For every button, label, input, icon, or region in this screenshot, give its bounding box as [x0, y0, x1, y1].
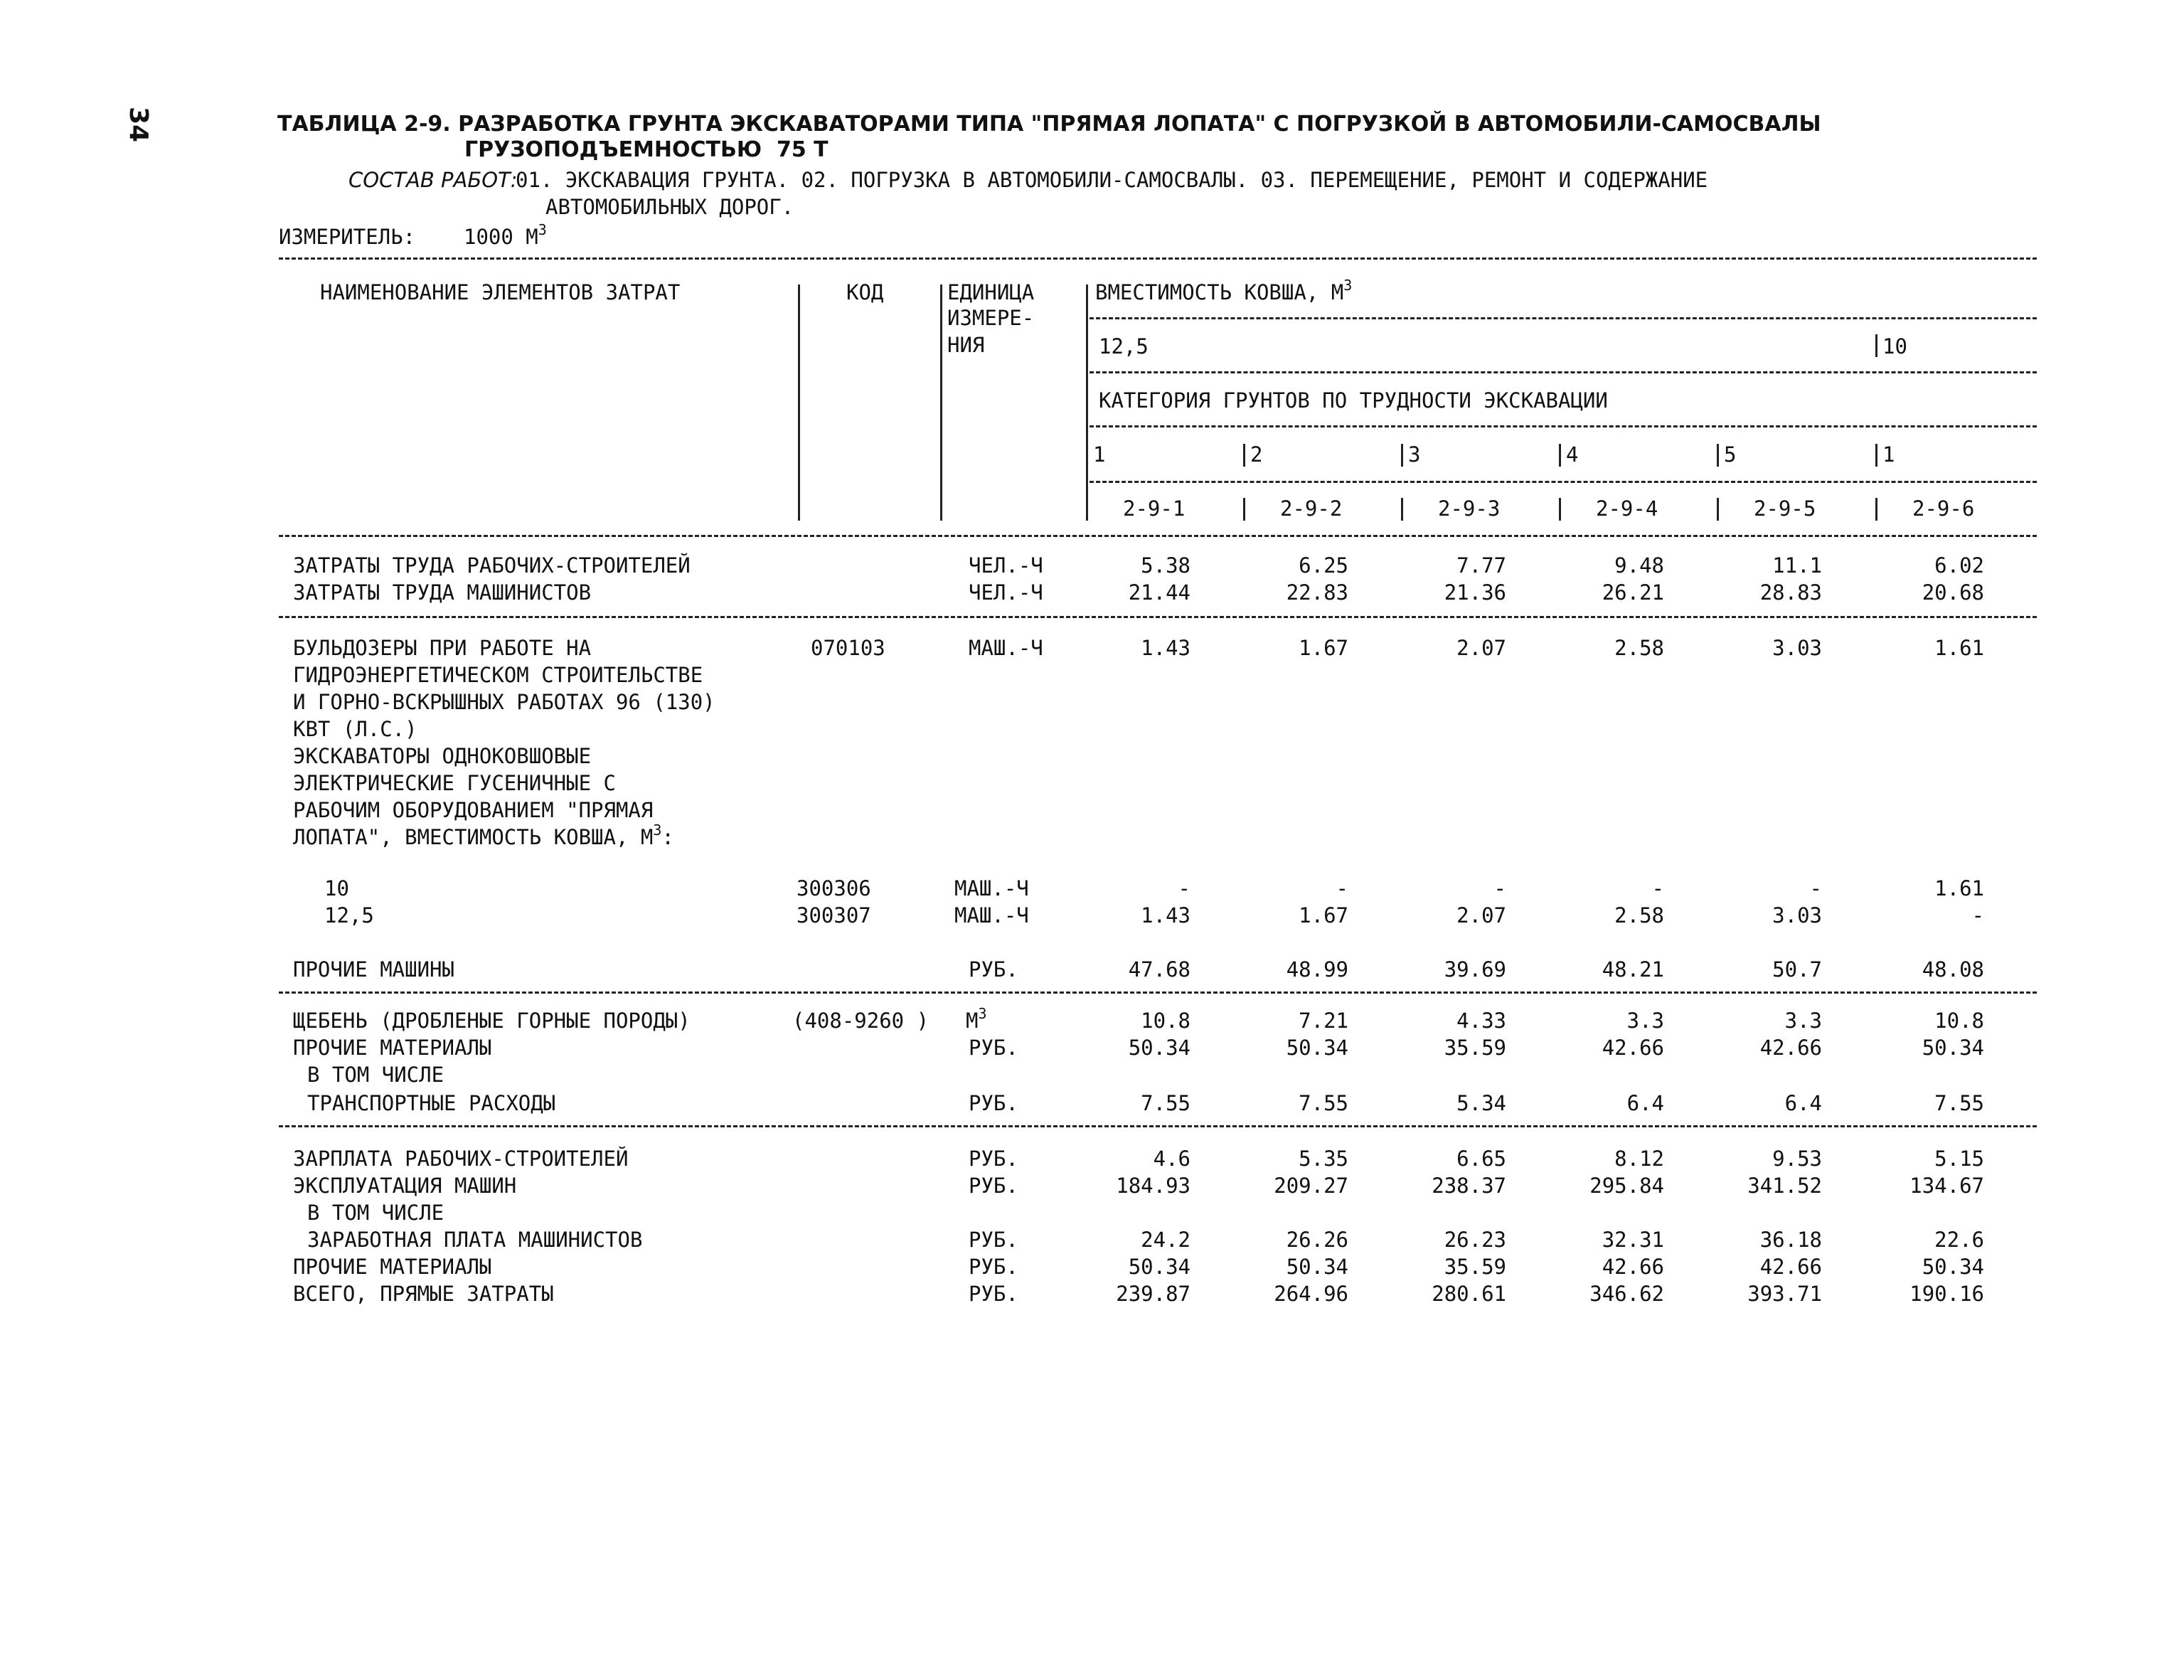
cost-other-materials-unit: РУБ. [969, 1255, 1018, 1279]
value-cell: - [1651, 876, 1664, 900]
header-cat-divider [1243, 444, 1245, 467]
measure-label: ИЗМЕРИТЕЛЬ: [279, 225, 416, 249]
gravel-code: (408-9260 ) [792, 1009, 929, 1033]
other-materials-unit: РУБ. [969, 1036, 1018, 1060]
header-cat-2: 3 [1408, 442, 1421, 467]
value-cell: 184.93 [1116, 1174, 1190, 1198]
bulldozer-line-0: БУЛЬДОЗЕРЫ ПРИ РАБОТЕ НА [293, 636, 592, 660]
header-cat-1: 2 [1250, 442, 1263, 467]
value-cell: - [1336, 876, 1348, 900]
value-cell: 3.3 [1784, 1009, 1822, 1033]
value-cell: 24.2 [1141, 1228, 1190, 1252]
header-code-1: 2-9-2 [1280, 496, 1343, 521]
value-cell: 21.36 [1444, 580, 1506, 605]
value-cell: 2.58 [1614, 903, 1664, 927]
value-cell: 50.34 [1922, 1255, 1984, 1279]
value-cell: 35.59 [1444, 1036, 1506, 1060]
value-cell: 4.33 [1456, 1009, 1506, 1033]
gravel-name: ЩЕБЕНЬ (ДРОБЛЕНЫЕ ГОРНЫЕ ПОРОДЫ) [293, 1009, 691, 1033]
value-cell: 36.18 [1759, 1228, 1822, 1252]
value-cell: 20.68 [1922, 580, 1984, 605]
value-cell: 393.71 [1747, 1282, 1822, 1306]
value-cell: 28.83 [1759, 580, 1822, 605]
header-code-0: 2-9-1 [1123, 496, 1186, 521]
value-cell: 280.61 [1432, 1282, 1506, 1306]
header-capacity: ВМЕСТИМОСТЬ КОВША, $М^3$ [1095, 277, 1353, 304]
value-cell: 7.55 [1299, 1091, 1348, 1115]
labor-unit-1: ЧЕЛ.-Ч [969, 580, 1043, 605]
value-cell: 50.34 [1286, 1255, 1348, 1279]
value-cell: 1.43 [1141, 636, 1190, 660]
header-unit-3: НИЯ [947, 333, 985, 357]
value-cell: 32.31 [1602, 1228, 1664, 1252]
header-capacity-b: 10 [1882, 334, 1907, 358]
value-cell: 50.34 [1128, 1255, 1190, 1279]
header-divider-name [798, 285, 800, 521]
value-cell: 239.87 [1116, 1282, 1190, 1306]
header-cat-3: 4 [1566, 442, 1579, 467]
header-cat-divider [1086, 444, 1088, 467]
value-cell: 1.43 [1141, 903, 1190, 927]
value-cell: 6.25 [1299, 553, 1348, 578]
value-cell: 22.83 [1286, 580, 1348, 605]
value-cell: 26.23 [1444, 1228, 1506, 1252]
value-cell: 6.4 [1626, 1091, 1664, 1115]
header-capacity-divider [1875, 334, 1877, 357]
header-cat-divider [1875, 444, 1877, 467]
value-cell: 9.53 [1772, 1147, 1822, 1171]
value-cell: 8.12 [1614, 1147, 1664, 1171]
value-cell: 2.07 [1456, 636, 1506, 660]
header-code-3: 2-9-4 [1596, 496, 1658, 521]
value-cell: 4.6 [1153, 1147, 1190, 1171]
value-cell: 50.7 [1772, 957, 1822, 982]
header-divider-unit [1086, 285, 1088, 521]
value-cell: 3.03 [1772, 636, 1822, 660]
value-cell: 9.48 [1614, 553, 1664, 578]
value-cell: - [1493, 876, 1506, 900]
value-cell: 21.44 [1128, 580, 1190, 605]
header-cat-0: 1 [1093, 442, 1106, 467]
value-cell: 264.96 [1274, 1282, 1348, 1306]
bulldozer-code: 070103 [811, 636, 885, 660]
value-cell: 346.62 [1589, 1282, 1664, 1306]
header-cat-divider [1717, 444, 1719, 467]
header-code-divider [1559, 498, 1561, 521]
value-cell: 3.3 [1626, 1009, 1664, 1033]
header-code: КОД [846, 280, 884, 304]
bulldozer-line-2: И ГОРНО-ВСКРЫШНЫХ РАБОТАХ 96 (130) [293, 690, 715, 714]
bulldozer-line-3: КВТ (Л.С.) [293, 717, 417, 741]
gravel-unit: $М^3$ [966, 1005, 987, 1033]
excavator-sub-code-1: 300307 [797, 903, 871, 927]
labor-name-0: ЗАТРАТЫ ТРУДА РАБОЧИХ-СТРОИТЕЛЕЙ [293, 553, 691, 578]
value-cell: 1.67 [1299, 636, 1348, 660]
page-number: 34 [124, 107, 153, 143]
value-cell: 1.61 [1934, 636, 1984, 660]
value-cell: 7.21 [1299, 1009, 1348, 1033]
total-unit: РУБ. [969, 1282, 1018, 1306]
labor-rule [279, 616, 2037, 618]
value-cell: 48.08 [1922, 957, 1984, 982]
value-cell: 7.55 [1934, 1091, 1984, 1115]
value-cell: 6.02 [1934, 553, 1984, 578]
header-capacity-a: 12,5 [1099, 334, 1149, 358]
value-cell: 10.8 [1934, 1009, 1984, 1033]
header-unit-1: ЕДИНИЦА [947, 280, 1035, 304]
value-cell: 295.84 [1589, 1174, 1664, 1198]
header-code-divider [1401, 498, 1403, 521]
header-code-divider [1086, 498, 1088, 521]
header-code-5: 2-9-6 [1912, 496, 1975, 521]
work-composition-line1: 01. ЭКСКАВАЦИЯ ГРУНТА. 02. ПОГРУЗКА В АВТОМОБИЛИ-САМОСВАЛЫ. 03. ПЕРЕМЕЩЕНИЕ, РЕМОНТ И СОДЕРЖАНИЕ [516, 168, 1708, 192]
value-cell: 48.21 [1602, 957, 1664, 982]
header-rule-2 [1090, 371, 2037, 373]
value-cell: 5.34 [1456, 1091, 1506, 1115]
value-cell: 1.67 [1299, 903, 1348, 927]
wages-unit: РУБ. [969, 1147, 1018, 1171]
transport-unit: РУБ. [969, 1091, 1018, 1115]
costs-incl: В ТОМ ЧИСЛЕ [307, 1201, 444, 1225]
value-cell: 5.38 [1141, 553, 1190, 578]
value-cell: 11.1 [1772, 553, 1822, 578]
bulldozer-line-1: ГИДРОЭНЕРГЕТИЧЕСКОМ СТРОИТЕЛЬСТВЕ [293, 663, 703, 687]
header-divider-code [940, 285, 942, 521]
work-composition-label: СОСТАВ РАБОТ: [348, 168, 518, 192]
table-title-line1: ТАБЛИЦА 2-9. РАЗРАБОТКА ГРУНТА ЭКСКАВАТОРАМИ ТИПА "ПРЯМАЯ ЛОПАТА" С ПОГРУЗКОЙ В АВТОМОБИЛИ-САМОСВАЛЫ [277, 112, 1821, 137]
excavator-line-0: ЭКСКАВАТОРЫ ОДНОКОВШОВЫЕ [293, 744, 592, 768]
value-cell: 341.52 [1747, 1174, 1822, 1198]
value-cell: 134.67 [1909, 1174, 1984, 1198]
header-cat-divider [1559, 444, 1561, 467]
value-cell: 209.27 [1274, 1174, 1348, 1198]
excavator-line-2: РАБОЧИМ ОБОРУДОВАНИЕМ "ПРЯМАЯ [293, 798, 654, 822]
header-rule-1 [1090, 317, 2037, 319]
labor-name-1: ЗАТРАТЫ ТРУДА МАШИНИСТОВ [293, 580, 592, 605]
transport-name: ТРАНСПОРТНЫЕ РАСХОДЫ [307, 1091, 556, 1115]
machines-rule [279, 991, 2037, 994]
value-cell: 2.58 [1614, 636, 1664, 660]
value-cell: 6.65 [1456, 1147, 1506, 1171]
excavator-sub-unit-1: МАШ.-Ч [954, 903, 1029, 927]
header-rule-3 [1090, 425, 2037, 427]
other-materials-name: ПРОЧИЕ МАТЕРИАЛЫ [293, 1036, 492, 1060]
value-cell: 26.21 [1602, 580, 1664, 605]
operator-wages-unit: РУБ. [969, 1228, 1018, 1252]
value-cell: 35.59 [1444, 1255, 1506, 1279]
operation-name: ЭКСПЛУАТАЦИЯ МАШИН [293, 1174, 517, 1198]
bulldozer-unit: МАШ.-Ч [969, 636, 1043, 660]
excavator-sub-name-1: 12,5 [324, 903, 374, 927]
operator-wages-name: ЗАРАБОТНАЯ ПЛАТА МАШИНИСТОВ [307, 1228, 643, 1252]
header-code-divider [1875, 498, 1877, 521]
excavator-sub-unit-0: МАШ.-Ч [954, 876, 1029, 900]
header-top-rule [279, 257, 2037, 260]
materials-rule [279, 1125, 2037, 1127]
header-code-divider [1243, 498, 1245, 521]
value-cell: 7.77 [1456, 553, 1506, 578]
value-cell: 5.35 [1299, 1147, 1348, 1171]
value-cell: 50.34 [1286, 1036, 1348, 1060]
header-code-4: 2-9-5 [1754, 496, 1816, 521]
value-cell: 50.34 [1922, 1036, 1984, 1060]
header-cat-divider [1401, 444, 1403, 467]
value-cell: 238.37 [1432, 1174, 1506, 1198]
header-cat-4: 5 [1724, 442, 1737, 467]
value-cell: 50.34 [1128, 1036, 1190, 1060]
value-cell: 48.99 [1286, 957, 1348, 982]
excavator-sub-code-0: 300306 [797, 876, 871, 900]
value-cell: - [1971, 903, 1984, 927]
header-name: НАИМЕНОВАНИЕ ЭЛЕМЕНТОВ ЗАТРАТ [320, 280, 681, 304]
value-cell: - [1809, 876, 1822, 900]
measure-value: 1000 $М^3$ [464, 221, 547, 249]
value-cell: 42.66 [1602, 1255, 1664, 1279]
value-cell: 10.8 [1141, 1009, 1190, 1033]
value-cell: 3.03 [1772, 903, 1822, 927]
header-rule-4 [1090, 481, 2037, 483]
value-cell: 22.6 [1934, 1228, 1984, 1252]
value-cell: 26.26 [1286, 1228, 1348, 1252]
wages-name: ЗАРПЛАТА РАБОЧИХ-СТРОИТЕЛЕЙ [293, 1147, 629, 1171]
value-cell: - [1178, 876, 1190, 900]
table-title-line2: ГРУЗОПОДЪЕМНОСТЬЮ 75 Т [464, 137, 829, 162]
header-cat-5: 1 [1882, 442, 1895, 467]
excavator-sub-name-0: 10 [324, 876, 349, 900]
operation-unit: РУБ. [969, 1174, 1018, 1198]
value-cell: 190.16 [1909, 1282, 1984, 1306]
other-machines-name: ПРОЧИЕ МАШИНЫ [293, 957, 454, 982]
header-code-divider [1717, 498, 1719, 521]
cost-other-materials-name: ПРОЧИЕ МАТЕРИАЛЫ [293, 1255, 492, 1279]
value-cell: 47.68 [1128, 957, 1190, 982]
work-composition-line2: АВТОМОБИЛЬНЫХ ДОРОГ. [545, 195, 794, 219]
value-cell: 2.07 [1456, 903, 1506, 927]
value-cell: 42.66 [1759, 1036, 1822, 1060]
value-cell: 39.69 [1444, 957, 1506, 982]
value-cell: 6.4 [1784, 1091, 1822, 1115]
value-cell: 5.15 [1934, 1147, 1984, 1171]
header-category: КАТЕГОРИЯ ГРУНТОВ ПО ТРУДНОСТИ ЭКСКАВАЦИИ [1099, 388, 1608, 413]
materials-incl: В ТОМ ЧИСЛЕ [307, 1063, 444, 1087]
value-cell: 1.61 [1934, 876, 1984, 900]
other-machines-unit: РУБ. [969, 957, 1018, 982]
excavator-line-3: ЛОПАТА", ВМЕСТИМОСТЬ КОВША, $М^3$: [293, 822, 674, 849]
header-unit-2: ИЗМЕРЕ- [947, 306, 1035, 330]
labor-unit-0: ЧЕЛ.-Ч [969, 553, 1043, 578]
value-cell: 42.66 [1602, 1036, 1664, 1060]
excavator-line-1: ЭЛЕКТРИЧЕСКИЕ ГУСЕНИЧНЫЕ С [293, 771, 616, 795]
value-cell: 7.55 [1141, 1091, 1190, 1115]
header-code-2: 2-9-3 [1438, 496, 1501, 521]
header-bottom-rule [279, 535, 2037, 537]
total-name: ВСЕГО, ПРЯМЫЕ ЗАТРАТЫ [293, 1282, 554, 1306]
value-cell: 42.66 [1759, 1255, 1822, 1279]
